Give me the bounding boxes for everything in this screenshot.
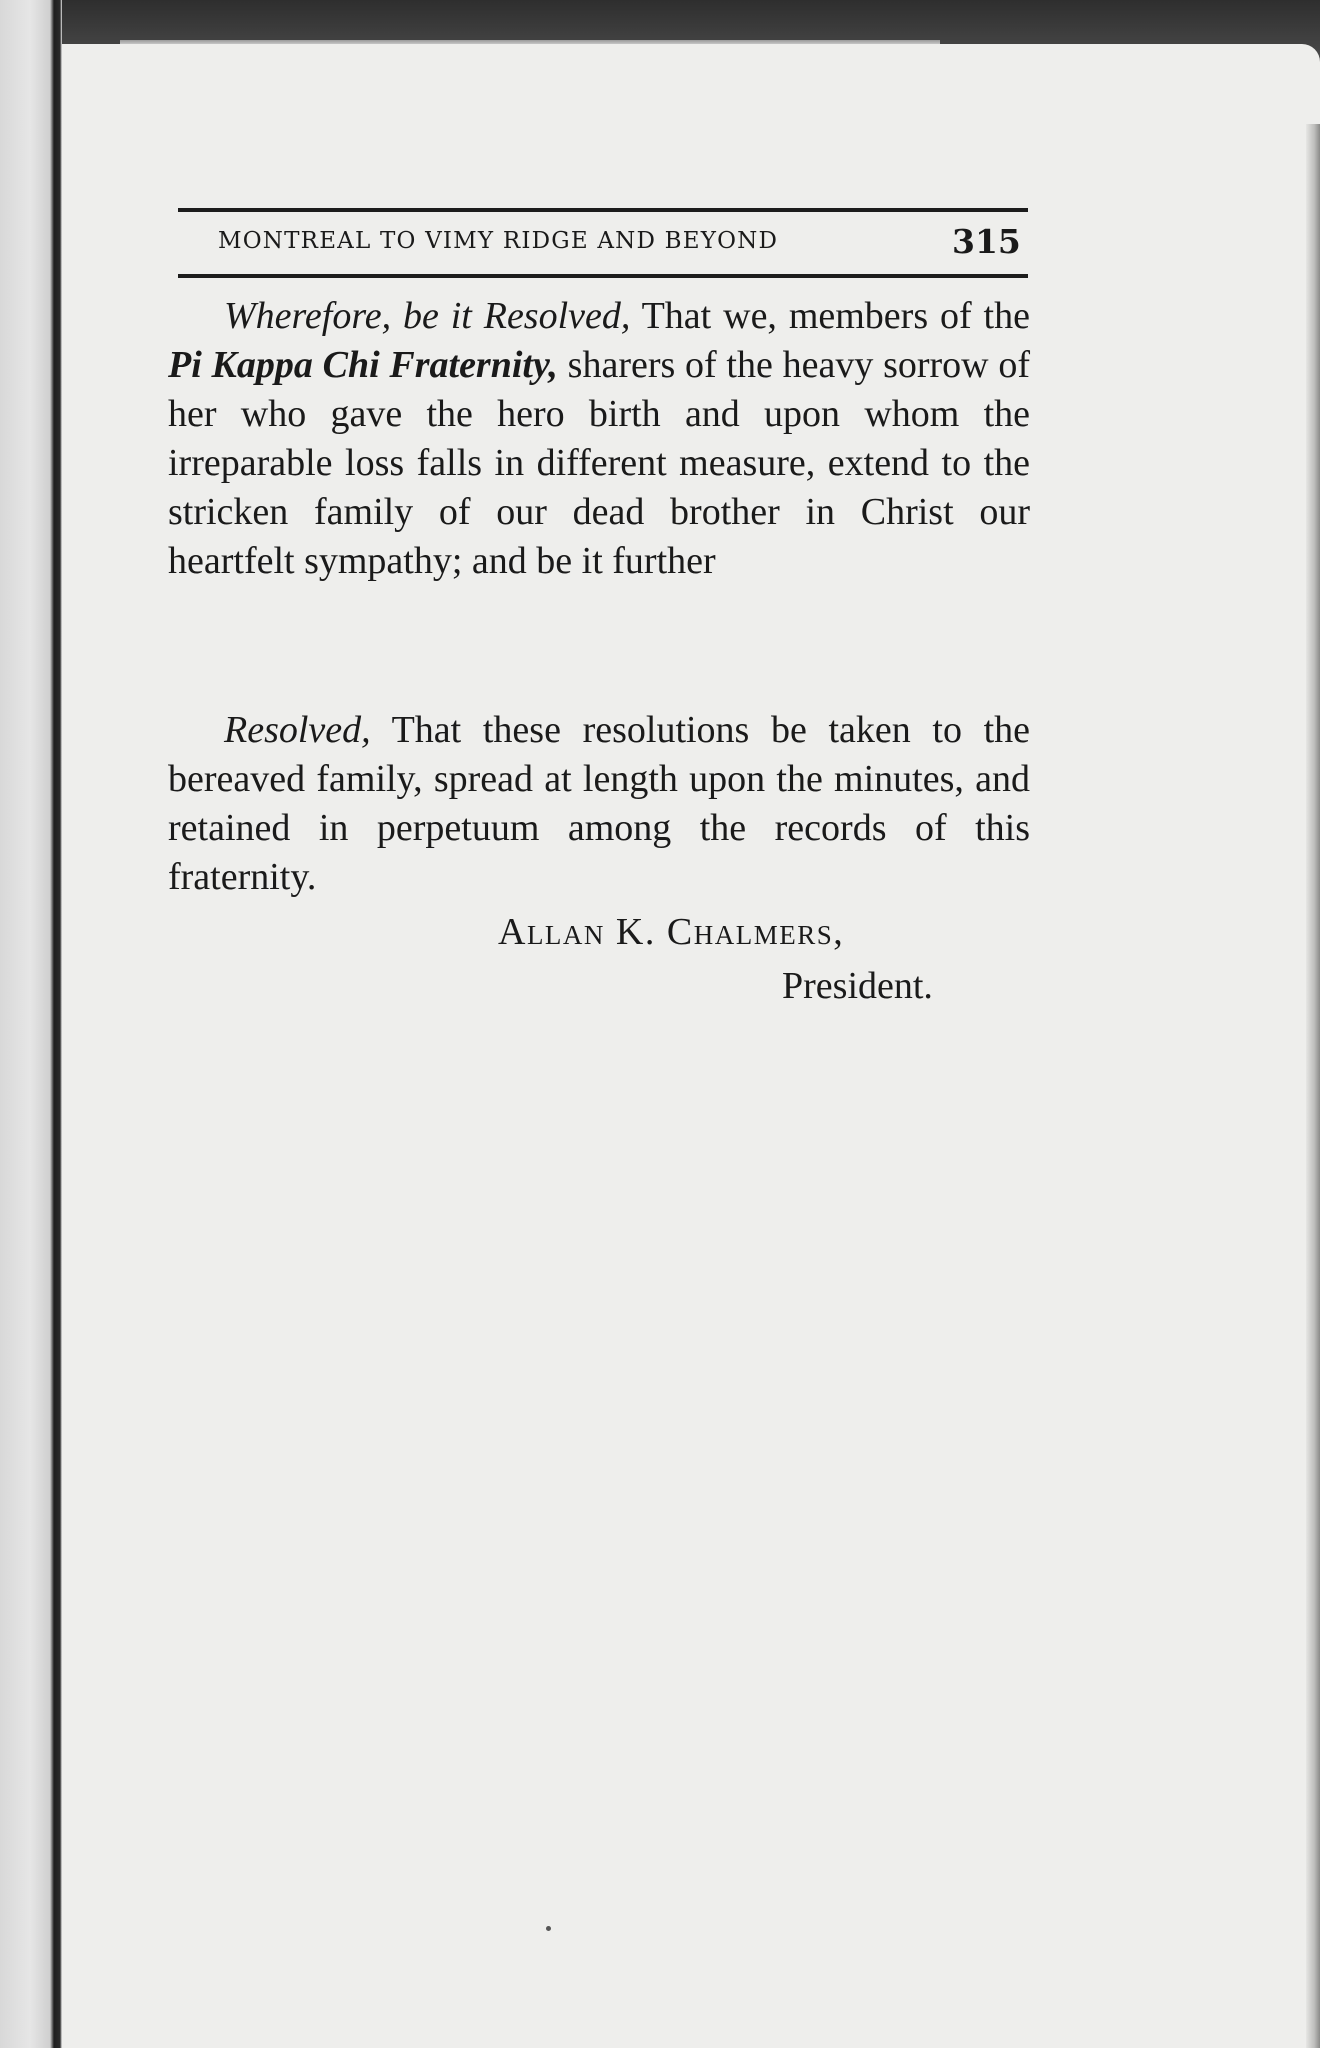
header-rule-top: [178, 208, 1028, 212]
resolution-lead: Resolved,: [224, 709, 371, 751]
page-right-edge: [1306, 124, 1320, 2048]
fraternity-name: Pi Kappa Chi Fraternity,: [168, 344, 558, 386]
paper-speck: [546, 1926, 551, 1931]
paragraph-text: That we, members of the: [630, 295, 1030, 337]
running-head: MONTREAL TO VIMY RIDGE AND BEYOND: [218, 228, 779, 254]
signatory-title: President.: [782, 965, 933, 1007]
paragraph-text: sharers of the heavy sorrow of her who gave the hero birth and upon whom the irreparable loss falls in different measure, extend to the stricken family of our dead brother in Christ our heartfelt sympathy; and be it further: [168, 344, 1031, 582]
paragraph-text: That these resolutions be taken to the bereaved family, spread at length upon the minutes, and retained in perpetuum among the records of this fraternity.: [168, 709, 1030, 898]
book-spine-shadow: [0, 0, 62, 2048]
header-rule-bottom: [178, 274, 1028, 278]
page-number: 315: [952, 222, 1021, 261]
signatory-name: Allan K. Chalmers,: [498, 911, 845, 953]
resolution-paragraph-1: [168, 292, 1030, 586]
resolution-lead: Wherefore, be it Resolved,: [224, 295, 631, 337]
resolution-paragraph-2: [168, 706, 1030, 902]
